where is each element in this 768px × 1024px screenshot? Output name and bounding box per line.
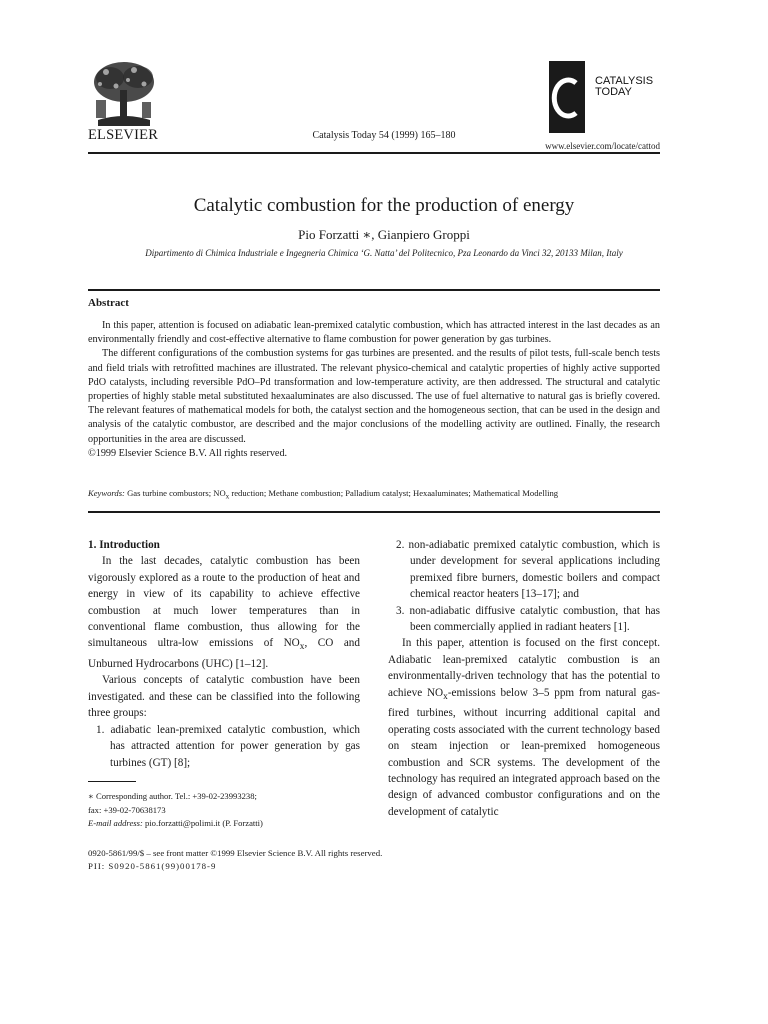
journal-logo-line2: TODAY (595, 86, 632, 98)
footnote-email-label: E-mail address: (88, 818, 143, 828)
abstract-paragraph-2: The different configurations of the combustion systems for gas turbines are presented. and the results of pilot tests, full-scale bench tests and field trials with retrofitted machines are illustrated. The relevant physico-chemical and catalytic properties of highly active supported PdO catalysts, including reversible PdO–Pd transformation and low-temperature activity, are then addressed. The structural and catalytic properties of highly stable metal substituted hexaaluminates are also discussed. The use of fuel alternative to natural gas is briefly covered. The relevant features of mathematical models for both, the catalyst section and the homogeneous section, that can be used in the design and analysis of the catalytic combustor, are described and the major conclusions of the modelling activity are outlined. Finally, the research opportunities in the area are discussed. (88, 348, 660, 445)
footnote-rule (88, 781, 136, 782)
left-column (88, 537, 360, 771)
right-p1-before: In this paper, attention is focused on the first concept. Adiabatic lean-premixed catalytic combustion is an environmentally-driven technology that has the potential to achieve NO (388, 637, 660, 699)
journal-url[interactable]: www.elsevier.com/locate/cattod (545, 141, 660, 151)
header-rule (88, 152, 660, 154)
right-p1-subscript: x (443, 691, 448, 702)
right-column (388, 537, 660, 820)
footnote-line-2: fax: +39-02-70638173 (88, 804, 166, 815)
right-p1-after: -emissions below 3–5 ppm from natural gas-fired turbines, without incurring additional capital and operating costs associated with the current technology based on steam injection or lean-premixed homogeneous combustion and SCR systems. The development of the technology has required an integrated approach based on the design of advanced combustor configurations and on the development of catalytic (388, 686, 660, 818)
intro-p1-subscript: x (299, 642, 305, 653)
list-item-2: 2. non-adiabatic premixed catalytic combustion, which is under development for several applications including premixed fibre burners, domestic boilers and compact chemical reactor heaters [13–17]; and (396, 539, 660, 601)
abstract-paragraph-1: In this paper, attention is focused on adiabatic lean-premixed catalytic combustion, which has attracted interest in the last decades as an environmentally friendly and cost-effective alternative to flame combustion for power generation by gas turbines. (88, 320, 660, 346)
keywords-text-after: reduction; Methane combustion; Palladium catalyst; Hexaaluminates; Mathematical Modelling (229, 488, 559, 498)
intro-paragraph-1 (88, 553, 360, 672)
journal-logo-line1: CATALYSIS (595, 75, 654, 87)
journal-logo-c-icon (549, 61, 585, 133)
abstract-heading: Abstract (88, 297, 129, 309)
intro-paragraph-2: Various concepts of catalytic combustion have been investigated. and these can be classified into the following three groups: (88, 674, 360, 720)
intro-p1-after: , CO and Unburned Hydrocarbons (UHC) [1–12]. (88, 637, 360, 671)
elsevier-tree-logo (88, 60, 160, 128)
intro-p1-before: In the last decades, catalytic combustion has been vigorously explored as a route to the production of heat and energy in view of its capability to achieve effective combustion at much lower temperatures than in conventional flame combustion, thus allowing for the simultaneous ultra-low emissions of NO (88, 555, 360, 650)
keywords-text-before: Gas turbine combustors; NO (124, 488, 226, 498)
article-authors: Pio Forzatti ∗, Gianpiero Groppi (298, 227, 470, 242)
abstract-copyright: ©1999 Elsevier Science B.V. All rights reserved. (88, 447, 288, 459)
section-heading-introduction: 1. Introduction (88, 539, 160, 551)
front-matter-line: 0920-5861/99/$ – see front matter ©1999 Elsevier Science B.V. All rights reserved. (88, 848, 383, 858)
list-item-1: 1. adiabatic lean-premixed catalytic combustion, which has attracted attention for power generation by gas turbines (GT) [8]; (96, 723, 360, 769)
keywords-label: Keywords: (88, 488, 125, 498)
abstract-bottom-rule (88, 511, 660, 513)
abstract-body (88, 319, 660, 461)
keywords-line (88, 487, 660, 503)
journal-logo-box (549, 61, 585, 133)
pii-line: PII: S0920-5861(99)00178-9 (88, 861, 217, 871)
author-affiliation: Dipartimento di Chimica Industriale e Ingegneria Chimica ‘G. Natta’ del Politecnico, Pza Leonardo da Vinci 32, 20133 Milan, Italy (145, 248, 623, 258)
abstract-top-rule (88, 289, 660, 291)
footnote-email-text[interactable]: pio.forzatti@polimi.it (P. Forzatti) (142, 818, 263, 828)
journal-citation: Catalysis Today 54 (1999) 165–180 (312, 130, 456, 141)
bottom-info (88, 847, 382, 873)
footnote-email (88, 817, 360, 831)
journal-logo-text (595, 76, 653, 98)
right-paragraph-1 (388, 635, 660, 820)
article-title: Catalytic combustion for the production of energy (193, 195, 575, 216)
footnote-line-1: ∗ Corresponding author. Tel.: +39-02-23993238; (88, 791, 257, 801)
footnote (88, 790, 360, 831)
keywords-subscript: x (225, 492, 230, 501)
publisher-name: ELSEVIER (88, 127, 159, 143)
journal-logo (549, 61, 659, 133)
list-item-3: 3. non-adiabatic diffusive catalytic combustion, that has been commercially applied in radiant heaters [1]. (396, 604, 660, 634)
